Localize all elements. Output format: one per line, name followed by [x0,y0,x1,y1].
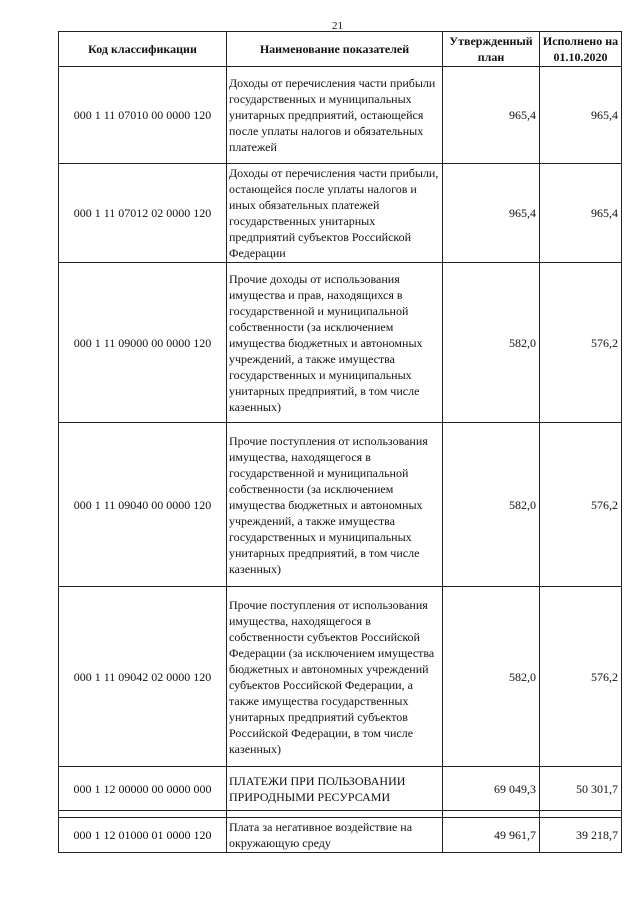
table-row [59,423,622,587]
row-code: 000 1 11 09000 00 0000 120 [59,263,227,423]
table-row [59,818,622,853]
table-row [59,263,622,423]
row-plan: 69 049,3 [443,767,540,811]
row-code: 000 1 11 09040 00 0000 120 [59,423,227,587]
row-executed: 39 218,7 [540,818,622,853]
gap-cell [59,811,227,818]
row-name: Прочие доходы от использования имущества и прав, находящихся в государственной и муниципальной собственности (за исключением имущества бюджетных и автономных учреждений, а также имущества государственных и муниципальных унитарных предприятий, в том числе казенных) [227,263,443,423]
gap-cell [540,811,622,818]
gap-cell [227,811,443,818]
table-row [59,67,622,164]
header-plan: Утвержденный план [443,32,540,67]
row-plan: 582,0 [443,587,540,767]
gap-cell [443,811,540,818]
row-executed: 576,2 [540,263,622,423]
row-executed: 576,2 [540,423,622,587]
row-code: 000 1 11 09042 02 0000 120 [59,587,227,767]
row-name: Прочие поступления от использования имущества, находящегося в государственной и муниципальной собственности (за исключением имущества бюджетных и автономных учреждений, а также имущества государственных и муниципальных унитарных предприятий, в том числе казенных) [227,423,443,587]
row-name: Прочие поступления от использования имущества, находящегося в собственности субъектов Российской Федерации (за исключением имущества бюджетных и автономных учреждений субъектов Российской Федерации, а также имущества государственных унитарных предприятий субъектов Российской Федерации, в том числе казенных) [227,587,443,767]
row-plan: 965,4 [443,164,540,263]
row-name: Доходы от перечисления части прибыли государственных и муниципальных унитарных предприятий, остающейся после уплаты налогов и обязательных платежей [227,67,443,164]
table-row [59,587,622,767]
table-header-row [59,32,622,67]
row-plan: 582,0 [443,423,540,587]
table-row [59,164,622,263]
row-name: Плата за негативное воздействие на окружающую среду [227,818,443,853]
header-code: Код классификации [59,32,227,67]
row-code: 000 1 11 07010 00 0000 120 [59,67,227,164]
budget-table [58,31,622,853]
row-name: ПЛАТЕЖИ ПРИ ПОЛЬЗОВАНИИ ПРИРОДНЫМИ РЕСУРСАМИ [227,767,443,811]
header-name: Наименование показателей [227,32,443,67]
row-executed: 576,2 [540,587,622,767]
row-code: 000 1 12 01000 01 0000 120 [59,818,227,853]
table-row [59,767,622,811]
row-executed: 50 301,7 [540,767,622,811]
row-plan: 965,4 [443,67,540,164]
page-number: 21 [332,20,343,32]
row-code: 000 1 12 00000 00 0000 000 [59,767,227,811]
row-executed: 965,4 [540,164,622,263]
row-plan: 582,0 [443,263,540,423]
row-code: 000 1 11 07012 02 0000 120 [59,164,227,263]
row-executed: 965,4 [540,67,622,164]
row-name: Доходы от перечисления части прибыли, остающейся после уплаты налогов и иных обязательных платежей государственных унитарных предприятий субъектов Российской Федерации [227,164,443,263]
header-executed: Исполнено на 01.10.2020 [540,32,622,67]
row-plan: 49 961,7 [443,818,540,853]
row-gap [59,811,622,818]
